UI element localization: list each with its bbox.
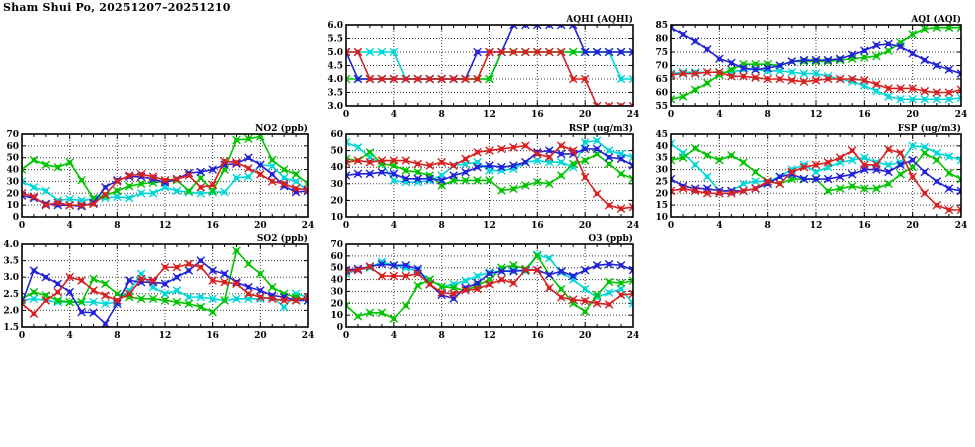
svg-text:0: 0 [342, 331, 350, 341]
svg-text:70: 70 [655, 61, 668, 72]
svg-text:20: 20 [655, 189, 668, 200]
svg-text:16: 16 [531, 331, 544, 341]
svg-text:45: 45 [655, 130, 668, 140]
chart-rsp [320, 121, 641, 233]
svg-text:55: 55 [655, 102, 668, 112]
svg-text:12: 12 [483, 331, 496, 341]
aqi-plot-svg [645, 12, 969, 122]
svg-text:12: 12 [809, 221, 823, 231]
svg-text:4: 4 [390, 221, 397, 231]
svg-text:10: 10 [655, 213, 668, 223]
svg-text:4.0: 4.0 [327, 75, 343, 85]
svg-text:2.5: 2.5 [3, 289, 19, 300]
svg-text:12: 12 [483, 221, 496, 231]
chart-aqhi [320, 12, 641, 122]
svg-text:8: 8 [764, 110, 771, 120]
o3-title: O3 (ppb) [588, 234, 633, 244]
chart-so2 [0, 231, 316, 343]
svg-text:40: 40 [330, 163, 343, 174]
o3-plot-svg [320, 231, 641, 343]
svg-text:65: 65 [655, 75, 668, 85]
svg-text:60: 60 [6, 141, 19, 152]
svg-text:50: 50 [330, 263, 343, 274]
svg-text:6.0: 6.0 [327, 21, 343, 31]
svg-text:20: 20 [254, 221, 267, 231]
svg-text:0: 0 [18, 221, 26, 231]
svg-text:70: 70 [330, 240, 343, 250]
svg-text:40: 40 [6, 165, 19, 176]
so2-series [18, 247, 312, 328]
svg-text:12: 12 [158, 221, 172, 231]
aqi-axis-labels [655, 14, 967, 120]
svg-text:24: 24 [954, 110, 968, 120]
svg-text:60: 60 [330, 130, 343, 140]
so2-axis-labels [3, 233, 314, 341]
svg-text:16: 16 [858, 221, 871, 231]
svg-text:24: 24 [954, 221, 968, 231]
svg-text:20: 20 [578, 110, 592, 120]
chart-aqi [645, 12, 969, 122]
svg-text:30: 30 [6, 177, 19, 188]
svg-text:4: 4 [716, 110, 723, 120]
svg-text:50: 50 [6, 153, 19, 164]
svg-text:2.0: 2.0 [3, 306, 19, 317]
svg-text:12: 12 [809, 110, 823, 120]
svg-text:4.0: 4.0 [3, 240, 19, 250]
svg-text:4: 4 [390, 110, 397, 120]
so2-series-green [18, 247, 312, 316]
svg-text:3.5: 3.5 [327, 88, 343, 99]
chart-no2 [0, 121, 316, 233]
svg-text:20: 20 [330, 299, 343, 310]
svg-text:8: 8 [114, 221, 121, 231]
svg-text:0: 0 [667, 110, 675, 120]
svg-text:20: 20 [6, 189, 19, 200]
svg-text:0: 0 [667, 221, 675, 231]
svg-text:40: 40 [330, 275, 343, 286]
svg-text:4: 4 [66, 221, 73, 231]
svg-text:8: 8 [438, 221, 445, 231]
rsp-plot-svg [320, 121, 641, 233]
so2-series-red [18, 260, 312, 317]
svg-text:8: 8 [114, 331, 121, 341]
svg-text:24: 24 [626, 331, 640, 341]
svg-text:20: 20 [330, 196, 343, 207]
aqi-title: AQI (AQI) [911, 15, 961, 25]
svg-text:35: 35 [655, 153, 668, 164]
svg-text:85: 85 [655, 21, 668, 31]
svg-text:5.5: 5.5 [327, 34, 343, 45]
svg-text:70: 70 [6, 130, 19, 140]
fsp-axis-labels [655, 123, 967, 231]
svg-text:20: 20 [578, 221, 592, 231]
fsp-title: FSP (ug/m3) [897, 124, 961, 134]
svg-text:8: 8 [764, 221, 771, 231]
svg-text:16: 16 [531, 110, 544, 120]
svg-text:0: 0 [18, 331, 26, 341]
svg-text:0: 0 [342, 221, 350, 231]
svg-text:75: 75 [655, 48, 668, 58]
page-title: Sham Shui Po, 20251207–20251210 [3, 1, 231, 14]
no2-title: NO2 (ppb) [255, 124, 308, 134]
svg-text:24: 24 [301, 331, 315, 341]
svg-text:0: 0 [12, 213, 19, 223]
svg-text:4: 4 [390, 331, 397, 341]
svg-text:20: 20 [254, 331, 267, 341]
svg-text:4: 4 [66, 331, 73, 341]
svg-text:15: 15 [655, 201, 668, 212]
no2-plot-svg [0, 121, 316, 233]
svg-text:10: 10 [330, 213, 343, 223]
svg-text:24: 24 [626, 221, 640, 231]
svg-text:3.5: 3.5 [3, 256, 19, 267]
svg-text:4: 4 [716, 221, 723, 231]
svg-text:4.5: 4.5 [327, 61, 343, 72]
svg-text:40: 40 [655, 141, 668, 152]
svg-text:8: 8 [438, 331, 445, 341]
svg-text:12: 12 [483, 110, 496, 120]
svg-text:25: 25 [655, 177, 668, 188]
no2-series [18, 133, 312, 211]
svg-text:5.0: 5.0 [327, 48, 343, 58]
svg-text:24: 24 [626, 110, 640, 120]
svg-text:10: 10 [6, 201, 19, 212]
svg-text:3.0: 3.0 [327, 102, 343, 112]
so2-title: SO2 (ppb) [256, 234, 308, 244]
svg-text:20: 20 [906, 221, 919, 231]
rsp-series-red [342, 142, 637, 213]
rsp-grid [346, 134, 633, 217]
svg-text:20: 20 [578, 331, 592, 341]
svg-text:24: 24 [301, 221, 315, 231]
fsp-plot-svg [645, 121, 969, 233]
svg-text:50: 50 [330, 146, 343, 157]
svg-text:3.0: 3.0 [3, 273, 19, 284]
svg-text:16: 16 [858, 110, 871, 120]
aqhi-grid [346, 25, 633, 106]
aqi-grid [671, 25, 961, 106]
svg-text:0: 0 [342, 110, 350, 120]
svg-text:10: 10 [330, 311, 343, 322]
svg-text:30: 30 [330, 287, 343, 298]
chart-o3 [320, 231, 641, 343]
svg-text:80: 80 [655, 34, 668, 45]
svg-text:1.5: 1.5 [3, 323, 19, 333]
so2-plot-svg [0, 231, 316, 343]
svg-text:60: 60 [655, 88, 668, 99]
svg-text:20: 20 [906, 110, 919, 120]
rsp-title: RSP (ug/m3) [568, 124, 633, 134]
chart-fsp [645, 121, 969, 233]
svg-text:30: 30 [330, 179, 343, 190]
svg-text:0: 0 [336, 323, 343, 333]
rsp-series [342, 137, 637, 213]
svg-text:16: 16 [531, 221, 544, 231]
svg-text:30: 30 [655, 165, 668, 176]
no2-axis-labels [6, 123, 314, 231]
rsp-axis-labels [330, 123, 639, 231]
svg-text:12: 12 [158, 331, 172, 341]
aqhi-plot-svg [320, 12, 641, 122]
svg-text:16: 16 [206, 221, 219, 231]
svg-text:16: 16 [206, 331, 219, 341]
svg-text:8: 8 [438, 110, 445, 120]
svg-text:60: 60 [330, 251, 343, 262]
aqhi-title: AQHI (AQHI) [566, 15, 633, 25]
